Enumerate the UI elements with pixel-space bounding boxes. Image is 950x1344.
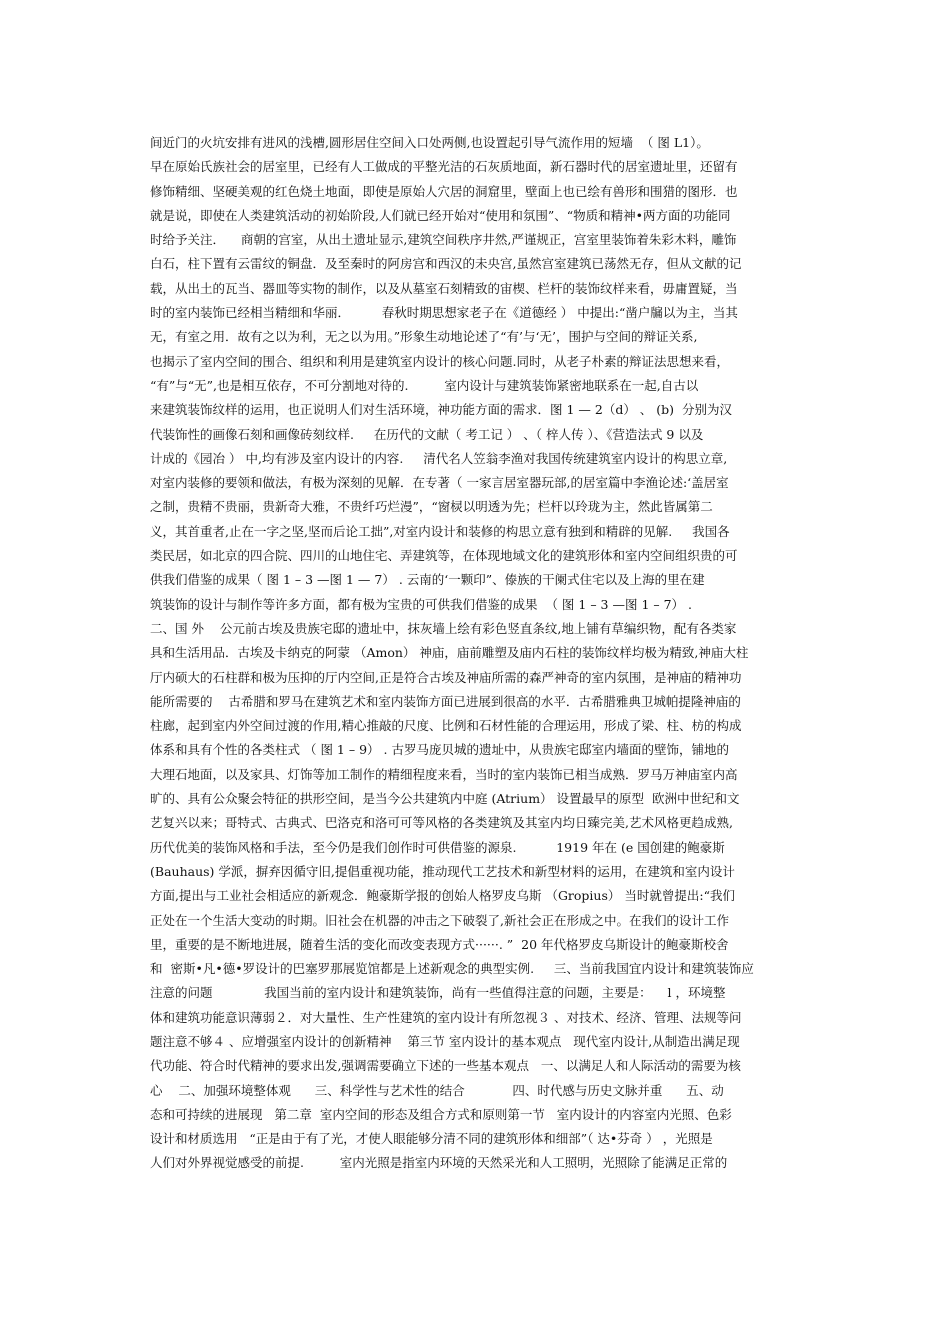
text-line: 二、国 外 公元前古埃及贵族宅邸的遗址中，抹灰墙上绘有彩色竖直条纹,地上铺有草编织物，配有各类家 [150,620,737,636]
text-line: 旷的、具有公众聚会特征的拱形空间，是当今公共建筑内中庭 (Atrium） 设置最早的原型 欧洲中世纪和文 [150,791,740,807]
text-line: 人们对外界视觉感受的前提. 室内光照是指室内环境的天然采光和人工照明，光照除了能满足正常的 [150,1155,728,1171]
text-line: 代装饰性的画像石刻和画像砖刻纹样. 在历代的文献（ 考工记 ） 、（ 梓人传 ）、《营造法式 9 以及 [150,426,704,442]
text-line: 态和可持续的进展现 第二章 室内空间的形态及组合方式和原则第一节 室内设计的内容室内光照、色彩 [150,1106,732,1122]
text-line: 方面,提出与工业社会相适应的新观念．鲍豪斯学报的创始人格罗皮乌斯 （Gropius） 当时就曾提出:“我们 [150,888,735,904]
text-line: 就是说，即使在人类建筑活动的初始阶段,人们就已经开始对“使用和氛围”、“物质和精神•两方面的功能同 [150,207,731,223]
body-text [150,131,840,1176]
text-line: 白石，柱下置有云雷纹的铜盘．及至秦时的阿房宫和西汉的未央宫,虽然宫室建筑已荡然无存，但从文献的记 [150,256,742,272]
text-line: 筑装饰的设计与制作等许多方面，都有极为宝贵的可供我们借鉴的成果 （ 图 1 – 3 —图 1 – 7） . [150,596,692,612]
text-line: 历代优美的装饰风格和手法，至今仍是我们创作时可供借鉴的源泉. 1919 年在 (e 国创建的鲍豪斯 [150,839,725,855]
text-line: 供我们借鉴的成果（ 图 1 – 3 —图 1 — 7） . 云南的‘一颗印”、傣族的干阑式住宅以及上海的里在建 [150,572,705,588]
text-line: 义，其首重者,止在一字之坚,坚而后论工拙”,对室内设计和装修的构思立意有独到和精辟的见解. 我国各 [150,523,730,539]
text-line: 也揭示了室内空间的围合、组织和利用是建筑室内设计的核心问题.同时，从老子朴素的辩证法思想来看， [150,353,729,369]
text-line: 来建筑装饰纹样的运用，也正说明人们对生活环境，神功能方面的需求．图 1 — 2（d） 、 (b) 分别为汉 [150,402,732,418]
text-line: 对室内装修的要领和做法，有极为深刻的见解．在专著（ 一家言居室器玩部,的居室篇中李渔论述:‘盖居室 [150,475,729,491]
text-line: 设计和材质选用 “正是由于有了光，才使人眼能够分清不同的建筑形体和细部”（ 达•芬奇 ） ，光照是 [150,1131,713,1147]
text-line: 无，有室之用．故有之以为利，无之以为用。”形象生动地论述了“有’与‘无’，围护与空间的辩证关系, [150,329,698,345]
text-line: 修饰精细、坚硬美观的红色烧土地面，即使是原始人穴居的洞窟里，壁面上也已绘有兽形和围猎的图形．也 [150,183,738,199]
text-line: 早在原始氏族社会的居室里，已经有人工做成的平整光洁的石灰质地面，新石器时代的居室遗址里，还留有 [150,159,738,175]
text-line: 代功能、符合时代精神的要求出发,强调需要确立下述的一些基本观点 一、以满足人和人际活动的需要为核 [150,1058,741,1074]
text-line: 载，从出土的瓦当、器皿等实物的制作，以及从墓室石刻精致的宙楔、栏杆的装饰纹样来看，毋庸置疑，当 [150,280,738,296]
text-line: 体系和具有个性的各类柱式 （ 图 1 – 9） . 古罗马庞贝城的遗址中，从贵族宅邸室内墙面的壁饰，铺地的 [150,742,729,758]
text-line: 心 二、加强环境整体观 三、科学性与艺术性的结合 四、时代感与历史文脉并重 五、动 [150,1082,724,1098]
text-line: 计成的《园冶 ） 中,均有涉及室内设计的内容. 清代名人笠翁李渔对我国传统建筑室内设计的构思立章, [150,450,728,466]
text-line: 类民居，如北京的四合院、四川的山地住宅、弄建筑等，在体现地域文化的建筑形体和室内空间组织贵的可 [150,548,738,564]
text-line: 具和生活用品．古埃及卡纳克的阿蒙 （Amon） 神庙，庙前雕塑及庙内石柱的装饰纹样均极为精致,神庙大柱 [150,645,749,661]
text-line: (Bauhaus) 学派，摒弃因循守旧,提倡重视功能，推动现代工艺技术和新型材料的运用，在建筑和室内设计 [150,863,735,879]
text-line: “有”与“无”,也是相互依存，不可分割地对待的. 室内设计与建筑装饰紧密地联系在一起,自古以 [150,377,699,393]
text-line: 厅内硕大的石柱群和极为压抑的厅内空间,正是符合古埃及神庙所需的森严神奇的室内氛围，是神庙的精神功 [150,669,742,685]
text-line: 和 密斯•凡•德•罗设计的巴塞罗那展览馆都是上述新观念的典型实例. 三、当前我国宜内设计和建筑装饰应 [150,961,754,977]
text-line: 柱廊，起到室内外空间过渡的作用,精心推敲的尺度、比例和石材性能的合理运用，形成了梁、柱、枋的构成 [150,718,742,734]
text-line: 时的室内装饰已经相当精细和华丽． 春秋时期思想家老子在《道德经 ） 中提出:“凿户牖以为主，当其 [150,305,738,321]
text-line: 里，重要的是不断地进展，随着生活的变化而改变表现方式······. ” 20 年代格罗皮乌斯设计的鲍豪斯校舍 [150,936,729,952]
text-line: 题注意不够４ 、应增强室内设计的创新精神 第三节 室内设计的基本观点 现代室内设计,从制造出满足现 [150,1033,740,1049]
text-line: 注意的问题 我国当前的室内设计和建筑装饰，尚有一些值得注意的问题，主要是： l ，环境整 [150,985,726,1001]
text-line: 正处在一个生活大变动的时期。旧社会在机器的冲击之下破裂了,新社会正在形成之中。在我们的设计工作 [150,912,729,928]
text-line: 时给予关注． 商朝的宫室，从出土遗址显示,建筑空间秩序井然,严谨规正，宫室里装饰着朱彩木料，雕饰 [150,232,737,248]
text-line: 艺复兴以来；哥特式、古典式、巴洛克和洛可可等风格的各类建筑及其室内均日臻完美,艺术风格更趋成熟, [150,815,733,831]
text-line: 大理石地面，以及家具、灯饰等加工制作的精细程度来看，当时的室内装饰已相当成熟．罗马万神庙室内高 [150,766,738,782]
text-line: 能所需要的 古希腊和罗马在建筑艺术和室内装饰方面已进展到很高的水平．古希腊雅典卫城帕提隆神庙的 [150,693,741,709]
text-line: 间近门的火坑安排有进风的浅槽,圆形居住空间入口处两侧,也设置起引导气流作用的短墙 （ 图 L1）。 [150,135,709,150]
text-line: 之制，贵精不贵丽，贵新奇大雅，不贵纤巧烂漫”，“窗棂以明透为先；栏杆以玲珑为主，然此皆属第二 [150,499,713,515]
text-line: 体和建筑功能意识薄弱２．对大量性、生产性建筑的室内设计有所忽视３ 、对技术、经济、管理、法规等问 [150,1009,742,1025]
